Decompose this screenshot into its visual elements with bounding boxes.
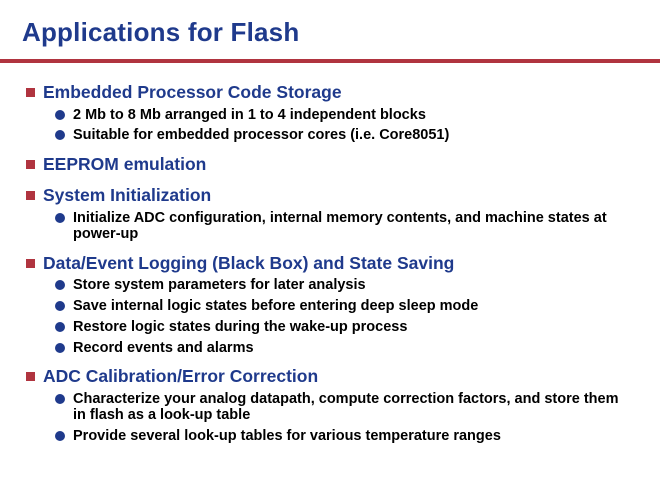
- bullet-text: Restore logic states during the wake-up process: [73, 319, 408, 335]
- square-bullet-icon: [26, 372, 35, 381]
- round-bullet-icon: [55, 322, 65, 332]
- square-bullet-icon: [26, 191, 35, 200]
- section-heading: Embedded Processor Code Storage: [43, 82, 342, 102]
- round-bullet-icon: [55, 343, 65, 353]
- round-bullet-icon: [55, 110, 65, 120]
- bullet-text: Initialize ADC configuration, internal memory contents, and machine states at power-up: [73, 210, 607, 242]
- section-heading: EEPROM emulation: [43, 154, 207, 174]
- round-bullet-icon: [55, 301, 65, 311]
- bullet-text: 2 Mb to 8 Mb arranged in 1 to 4 independent blocks: [73, 107, 426, 123]
- section-heading: ADC Calibration/Error Correction: [43, 366, 319, 386]
- bullet-text: Save internal logic states before entering deep sleep mode: [73, 298, 479, 314]
- square-bullet-icon: [26, 259, 35, 268]
- bullet-text: Suitable for embedded processor cores (i.e. Core8051): [73, 127, 450, 143]
- square-bullet-icon: [26, 160, 35, 169]
- bullet-text: Store system parameters for later analysis: [73, 277, 366, 293]
- bullet-text: Record events and alarms: [73, 340, 254, 356]
- square-bullet-icon: [26, 88, 35, 97]
- bullet-text: Provide several look-up tables for various temperature ranges: [73, 428, 501, 444]
- round-bullet-icon: [55, 394, 65, 404]
- bullet-text: Characterize your analog datapath, compute correction factors, and store them in flash as a look-up table: [73, 391, 619, 423]
- section-heading: System Initialization: [43, 185, 212, 205]
- slide-title: Applications for Flash: [22, 17, 300, 47]
- round-bullet-icon: [55, 280, 65, 290]
- round-bullet-icon: [55, 213, 65, 223]
- round-bullet-icon: [55, 130, 65, 140]
- section-heading: Data/Event Logging (Black Box) and State Saving: [43, 253, 455, 273]
- round-bullet-icon: [55, 431, 65, 441]
